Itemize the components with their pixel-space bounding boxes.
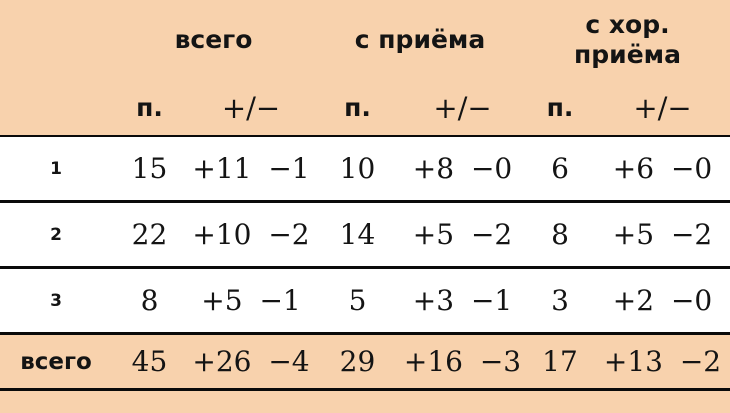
col-group-total-label: всего (174, 24, 253, 54)
cell-total-pm: +11 −1 (192, 152, 310, 185)
col-group-good-reception-label-line1: с хор. (585, 9, 670, 39)
bottom-strip (0, 391, 730, 413)
cell-good-reception-pm: +5 −2 (612, 218, 713, 251)
cell-total-pm: +10 −2 (192, 218, 310, 251)
cell-reception-pm: +3 −1 (412, 284, 513, 317)
cell-reception-p: 29 (339, 345, 376, 378)
cell-reception-pm: +5 −2 (412, 218, 513, 251)
cell-good-reception-pm: +6 −0 (612, 152, 713, 185)
total-row-label: всего (20, 348, 92, 375)
cell-reception-pm: +16 −3 (403, 345, 522, 378)
col-header-p-total: п. (136, 93, 163, 122)
cell-good-reception-p: 8 (551, 218, 569, 251)
table-header (0, 0, 730, 137)
cell-total-pm: +5 −1 (201, 284, 301, 317)
cell-total-p: 45 (131, 345, 168, 378)
cell-total-p: 22 (131, 218, 168, 251)
cell-good-reception-pm: +2 −0 (612, 284, 713, 317)
col-group-reception-label: с приёма (354, 24, 486, 54)
col-header-pm-total: +/− (221, 90, 281, 125)
table-row (0, 203, 730, 269)
row-label: 3 (50, 290, 62, 311)
cell-good-reception-p: 6 (551, 152, 569, 185)
col-header-pm-reception: +/− (433, 90, 492, 125)
col-group-good-reception (525, 10, 730, 71)
table-row (0, 269, 730, 335)
sub-header-row (0, 80, 730, 135)
cell-reception-p: 10 (339, 152, 376, 185)
total-row (0, 335, 730, 391)
cell-reception-pm: +8 −0 (412, 152, 513, 185)
cell-total-p: 15 (131, 152, 168, 185)
cell-total-p: 8 (140, 284, 159, 317)
cell-reception-p: 14 (339, 218, 376, 251)
group-header-row (0, 0, 730, 80)
cell-good-reception-p: 3 (551, 284, 569, 317)
col-header-pm-good-reception: +/− (633, 90, 692, 125)
cell-reception-p: 5 (348, 284, 367, 317)
row-label: 1 (50, 158, 62, 179)
cell-good-reception-pm: +13 −2 (603, 345, 722, 378)
col-group-good-reception-label-line2: приёма (574, 40, 681, 69)
row-label: 2 (50, 224, 62, 245)
col-header-p-good-reception: п. (546, 93, 574, 122)
cell-good-reception-p: 17 (542, 345, 578, 378)
cell-total-pm: +26 −4 (192, 345, 310, 378)
col-group-reception (315, 25, 525, 56)
col-header-p-reception: п. (344, 93, 371, 122)
col-group-total (112, 25, 315, 56)
table-row (0, 137, 730, 203)
